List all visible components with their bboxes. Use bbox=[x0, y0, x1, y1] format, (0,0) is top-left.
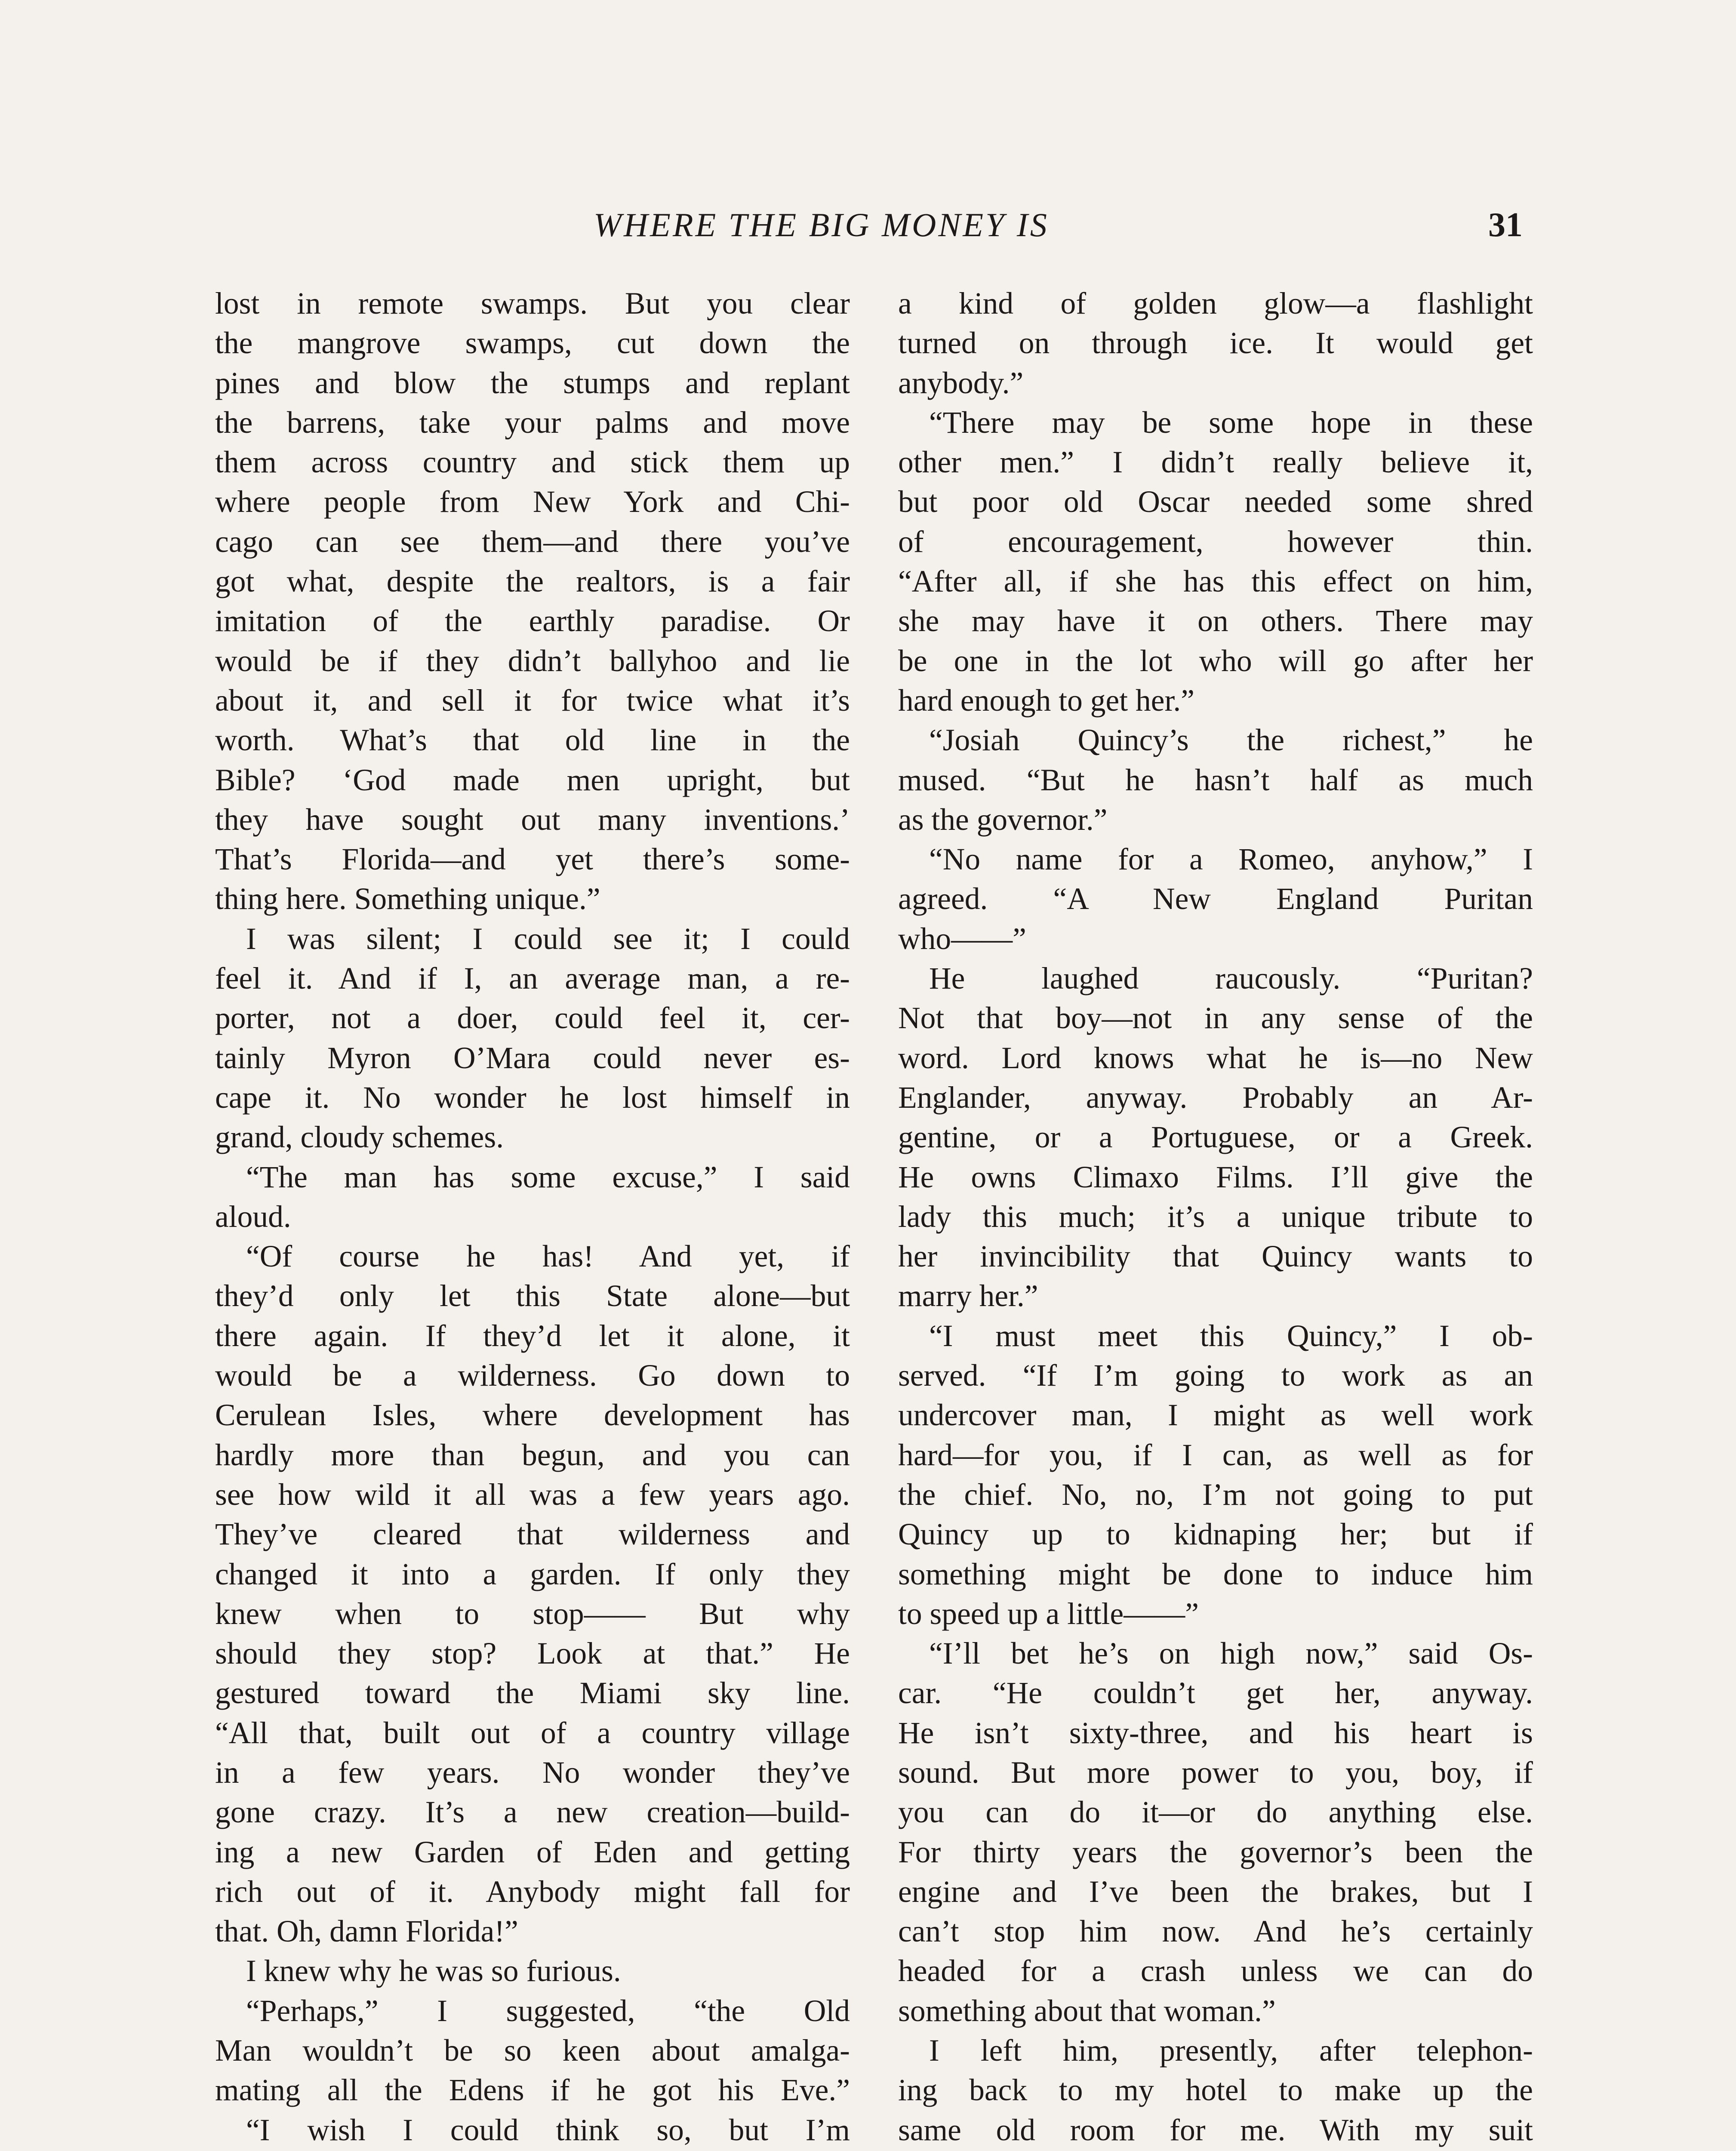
text-line: He laughed raucously. “Puritan? bbox=[929, 961, 1533, 996]
text-line: got what, despite the realtors, is a fair bbox=[215, 564, 850, 599]
text-line: ing back to my hotel to make up the bbox=[898, 2073, 1533, 2108]
text-line: grand, cloudy schemes. bbox=[215, 1120, 504, 1155]
text-line: thing here. Something unique.” bbox=[215, 882, 600, 916]
text-line: Bible? ‘God made men upright, but bbox=[215, 763, 850, 797]
text-line: something might be done to induce him bbox=[898, 1557, 1533, 1591]
text-line: lost in remote swamps. But you clear bbox=[215, 287, 850, 320]
text-line: the chief. No, no, I’m not going to put bbox=[898, 1477, 1533, 1512]
text-line: of encouragement, however thin. bbox=[898, 524, 1533, 559]
text-line: Quincy up to kidnaping her; but if bbox=[898, 1517, 1533, 1552]
text-line: word. Lord knows what he is—no New bbox=[898, 1041, 1533, 1075]
text-line: engine and I’ve been the brakes, but I bbox=[898, 1874, 1533, 1909]
text-line: “Perhaps,” I suggested, “the Old bbox=[246, 1994, 850, 2028]
text-line: headed for a crash unless we can do bbox=[898, 1954, 1533, 1988]
running-head bbox=[215, 206, 1523, 253]
text-line: the mangrove swamps, cut down the bbox=[215, 326, 850, 361]
text-line: a kind of golden glow—a flashlight bbox=[898, 287, 1533, 320]
text-line: hard—for you, if I can, as well as for bbox=[898, 1438, 1533, 1472]
text-line: but poor old Oscar needed some shred bbox=[898, 485, 1533, 519]
text-line: she may have it on others. There may bbox=[898, 604, 1533, 638]
text-line: “Of course he has! And yet, if bbox=[246, 1239, 850, 1274]
text-line: should they stop? Look at that.” He bbox=[215, 1636, 850, 1671]
text-line: other men.” I didn’t really believe it, bbox=[898, 445, 1533, 480]
text-line: who——” bbox=[898, 921, 1026, 956]
text-line: “I’ll bet he’s on high now,” said Os- bbox=[929, 1636, 1533, 1671]
text-line: sound. But more power to you, boy, if bbox=[898, 1755, 1533, 1790]
text-line: “I must meet this Quincy,” I ob- bbox=[929, 1319, 1533, 1353]
text-line: cago can see them—and there you’ve bbox=[215, 524, 850, 559]
text-line: Not that boy—not in any sense of the bbox=[898, 1001, 1533, 1035]
text-line: “After all, if she has this effect on him, bbox=[898, 564, 1533, 599]
text-line: would be if they didn’t ballyhoo and lie bbox=[215, 644, 850, 678]
text-line: served. “If I’m going to work as an bbox=[898, 1359, 1533, 1393]
text-line: as the governor.” bbox=[898, 802, 1108, 837]
text-line: knew when to stop—— But why bbox=[215, 1596, 850, 1631]
text-line: rich out of it. Anybody might fall for bbox=[215, 1874, 850, 1909]
text-line: gone crazy. It’s a new creation—build- bbox=[215, 1795, 850, 1830]
text-line: aloud. bbox=[215, 1199, 291, 1234]
text-line: about it, and sell it for twice what it’s bbox=[215, 683, 850, 718]
text-line: imitation of the earthly paradise. Or bbox=[215, 604, 850, 638]
text-line: “I wish I could think so, but I’m bbox=[246, 2113, 850, 2147]
text-line: That’s Florida—and yet there’s some- bbox=[215, 842, 850, 877]
text-line: ing a new Garden of Eden and getting bbox=[215, 1835, 850, 1869]
text-line: “Josiah Quincy’s the richest,” he bbox=[929, 723, 1533, 758]
text-line: He isn’t sixty-three, and his heart is bbox=[898, 1716, 1533, 1750]
text-line: lady this much; it’s a unique tribute to bbox=[898, 1199, 1533, 1234]
text-line: in a few years. No wonder they’ve bbox=[215, 1755, 850, 1790]
text-line: to speed up a little——” bbox=[898, 1596, 1199, 1631]
text-line: For thirty years the governor’s been the bbox=[898, 1835, 1533, 1869]
text-line: pines and blow the stumps and replant bbox=[215, 366, 850, 400]
text-line: cape it. No wonder he lost himself in bbox=[215, 1080, 850, 1115]
text-line: be one in the lot who will go after her bbox=[898, 644, 1533, 678]
text-line: where people from New York and Chi- bbox=[215, 485, 850, 519]
text-line: porter, not a doer, could feel it, cer- bbox=[215, 1001, 850, 1035]
text-line: Man wouldn’t be so keen about amalga- bbox=[215, 2034, 850, 2068]
text-line: He owns Climaxo Films. I’ll give the bbox=[898, 1160, 1533, 1194]
text-line: agreed. “A New England Puritan bbox=[898, 882, 1533, 916]
text-line: they have sought out many inventions.’ bbox=[215, 802, 850, 837]
text-line: her invincibility that Quincy wants to bbox=[898, 1239, 1533, 1274]
text-line: Cerulean Isles, where development has bbox=[215, 1398, 850, 1433]
text-line: car. “He couldn’t get her, anyway. bbox=[898, 1676, 1533, 1710]
text-line: something about that woman.” bbox=[898, 1994, 1276, 2028]
text-line: I was silent; I could see it; I could bbox=[246, 921, 850, 956]
text-line: turned on through ice. It would get bbox=[898, 326, 1533, 361]
text-line: I knew why he was so furious. bbox=[246, 1954, 621, 1988]
left-column bbox=[215, 284, 850, 2151]
text-line: same old room for me. With my suit bbox=[898, 2113, 1533, 2147]
page-number: 31 bbox=[1488, 206, 1523, 244]
text-line: “All that, built out of a country village bbox=[215, 1716, 850, 1750]
right-column bbox=[898, 284, 1533, 2151]
text-line: hard enough to get her.” bbox=[898, 683, 1194, 718]
text-line: “No name for a Romeo, anyhow,” I bbox=[929, 842, 1533, 877]
text-line: the barrens, take your palms and move bbox=[215, 405, 850, 440]
text-line: marry her.” bbox=[898, 1279, 1038, 1313]
text-line: gestured toward the Miami sky line. bbox=[215, 1676, 850, 1710]
text-line: them across country and stick them up bbox=[215, 445, 850, 480]
text-line: tainly Myron O’Mara could never es- bbox=[215, 1041, 850, 1075]
text-line: changed it into a garden. If only they bbox=[215, 1557, 850, 1591]
text-line: I left him, presently, after telephon- bbox=[929, 2034, 1533, 2068]
text-line: that. Oh, damn Florida!” bbox=[215, 1914, 518, 1949]
text-line: they’d only let this State alone—but bbox=[215, 1279, 850, 1313]
text-line: mused. “But he hasn’t half as much bbox=[898, 763, 1533, 797]
text-line: feel it. And if I, an average man, a re- bbox=[215, 961, 850, 996]
text-line: can’t stop him now. And he’s certainly bbox=[898, 1914, 1533, 1949]
text-line: Englander, anyway. Probably an Ar- bbox=[898, 1080, 1533, 1115]
text-line: gentine, or a Portuguese, or a Greek. bbox=[898, 1120, 1533, 1155]
text-line: you can do it—or do anything else. bbox=[898, 1795, 1533, 1830]
text-line: see how wild it all was a few years ago. bbox=[215, 1477, 850, 1512]
text-line: “There may be some hope in these bbox=[929, 405, 1533, 440]
text-line: would be a wilderness. Go down to bbox=[215, 1359, 850, 1393]
text-line: undercover man, I might as well work bbox=[898, 1398, 1533, 1433]
text-line: mating all the Edens if he got his Eve.” bbox=[215, 2073, 850, 2108]
text-line: hardly more than begun, and you can bbox=[215, 1438, 850, 1472]
running-title: WHERE THE BIG MONEY IS bbox=[594, 206, 1049, 243]
text-line: there again. If they’d let it alone, it bbox=[215, 1319, 850, 1353]
text-line: worth. What’s that old line in the bbox=[215, 723, 850, 758]
text-line: “The man has some excuse,” I said bbox=[246, 1160, 850, 1194]
text-line: anybody.” bbox=[898, 366, 1024, 400]
text-line: They’ve cleared that wilderness and bbox=[215, 1517, 850, 1552]
